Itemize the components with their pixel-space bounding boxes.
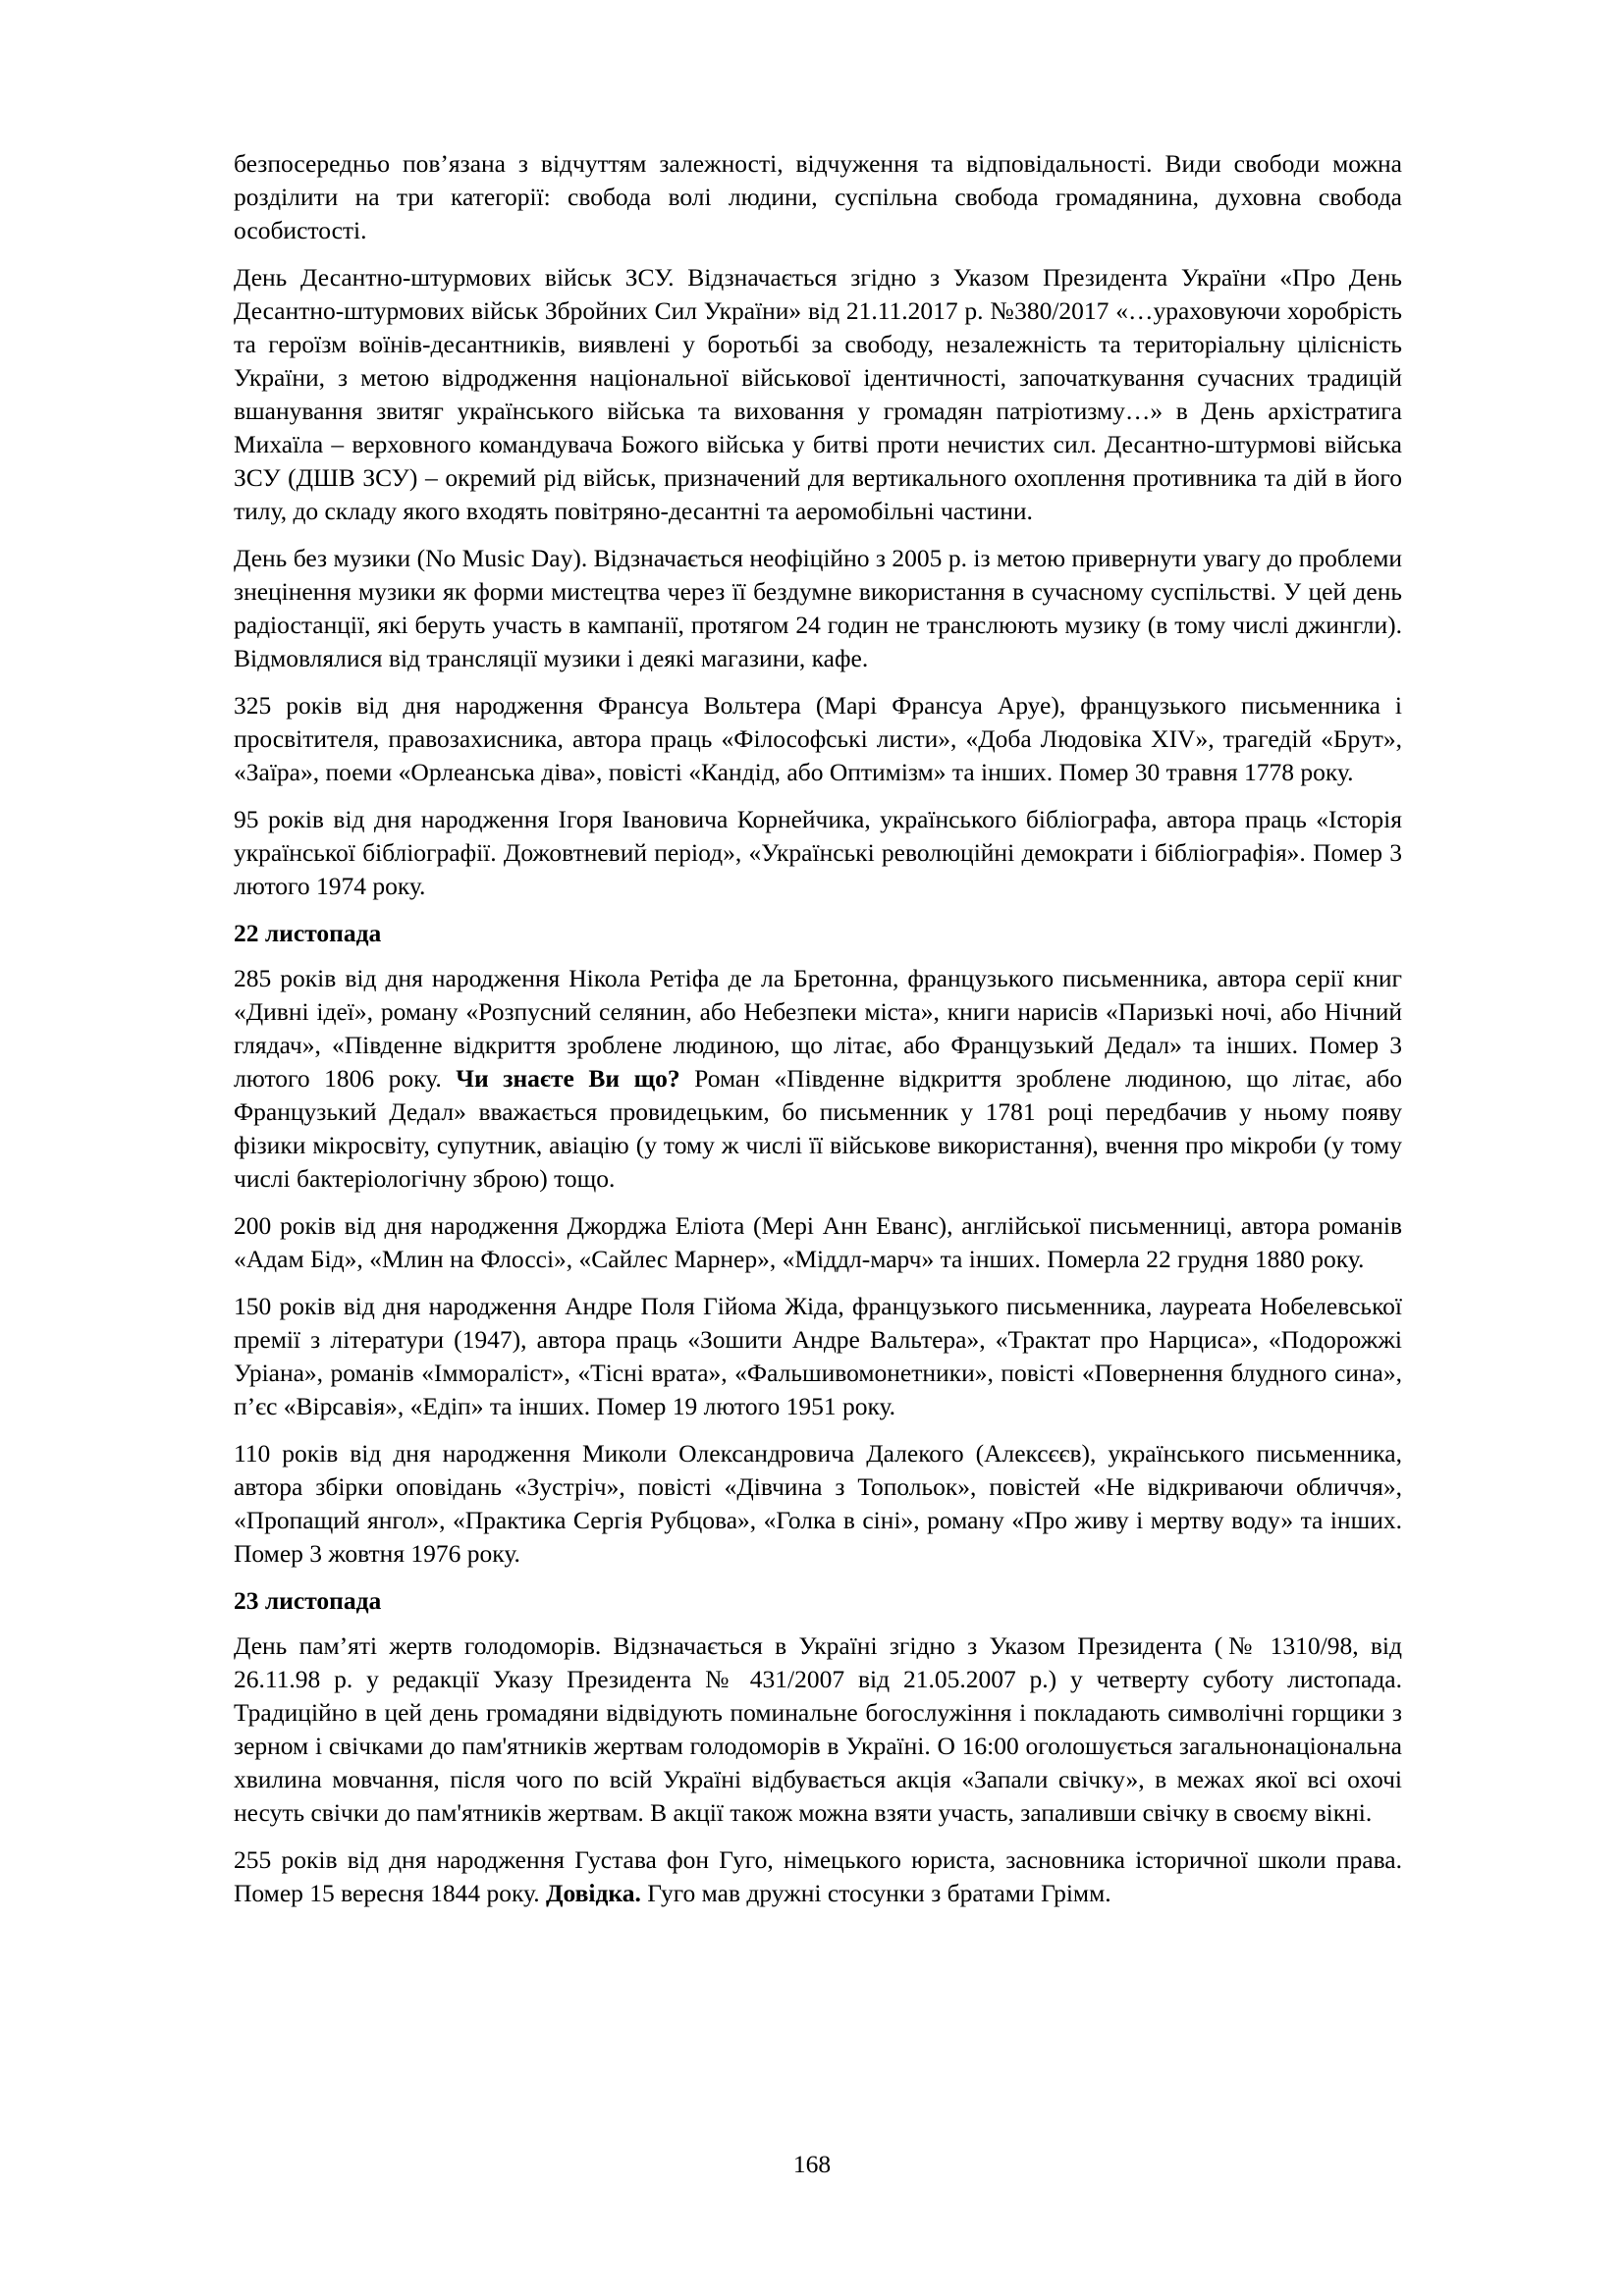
hugo-text-after: Гуго мав дружні стосунки з братами Грімм. [640,1879,1111,1907]
date-heading-23: 23 листопада [234,1586,382,1615]
did-you-know-label: Чи знаєте Ви що? [456,1064,680,1093]
paragraph-air-assault-day: День Десантно-штурмових військ ЗСУ. Відзначається згідно з Указом Президента України «Про День Десантно-штурмових військ Збройних Сил України» від 21.11.2017 р. №380/2017 «…ураховуючи хоробрість та героїзм воїнів-десантників, виявлені у боротьбі за свободу, незалежність та територіальну цілісність України, з метою відродження національної військової ідентичності, започаткування сучасних традицій вшанування звитяг українського війська та виховання у громадян патріотизму…» в День архістратига Михаїла – верховного командувача Божого війська у битві проти нечистих сил. Десантно-штурмові війська ЗСУ (ДШВ ЗСУ) – окремий рід військ, призначений для вертикального охоплення противника та дій в його тилу, до складу якого входять повітряно-десантні та аеромобільні частини. [234,263,1402,525]
hugo-text: 255 років від дня народження Густава фон Гуго, німецького юриста, засновника історичної школи права. Помер 15 вересня 1844 року. [234,1845,1402,1907]
page-content [234,147,1402,1924]
paragraph-freedom-continuation: безпосередньо пов’язана з відчуттям залежності, відчуження та відповідальності. Види свободи можна розділити на три категорії: свобода волі людини, суспільна свобода громадянина, духовна свобода особистості. [234,149,1402,244]
retif-text: 285 років від дня народження Нікола Ретіфа де ла Бретонна, французького письменника, автора серії книг «Дивні ідеї», роману «Розпусний селянин, або Небезпеки міста», книги нарисів «Паризькі ночі, або Нічний глядач», «Південне відкриття зроблене людиною, що літає, або Французький Дедал» та інших. Помер 3 лютого 1806 року. [234,964,1402,1093]
page-number: 168 [792,2150,832,2178]
paragraph-dalekyi: 110 років від дня народження Миколи Олександровича Далекого (Алексєєв), українського письменника, автора збірки оповідань «Зустріч», повісті «Дівчина з Топольок», повістей «Не відкриваючи обличчя», «Пропащий янгол», «Практика Сергія Рубцова», «Голка в сіні», роману «Про живу і мертву воду» та інших. Помер 3 жовтня 1976 року. [234,1439,1402,1568]
paragraph-no-music-day: День без музики (No Music Day). Відзначається неофіційно з 2005 р. із метою привернути увагу до проблеми знецінення музики як форми мистецтва через її бездумне використання в сучасному суспільстві. У цей день радіостанції, які беруть участь в кампанії, протягом 24 годин не транслюють музику (в тому числі джингли). Відмовлялися від трансляції музики і деякі магазини, кафе. [234,544,1402,672]
paragraph-korneichyk: 95 років від дня народження Ігоря Івановича Корнейчика, українського бібліографа, автора праць «Історія української бібліографії. Дожовтневий період», «Українські революційні демократи і бібліографія». Помер 3 лютого 1974 року. [234,805,1402,900]
retif-text-after: Роман «Південне відкриття зроблене людиною, що літає, або Французький Дедал» вважається провидецьким, бо письменник у 1781 році передбачив у ньому появу фізики мікросвіту, супутник, авіацію (у тому ж числі її військове використання), вчення про мікроби (у тому числі бактеріологічну зброю) тощо. [234,1064,1402,1193]
reference-label: Довідка. [545,1879,641,1907]
paragraph-hugo [234,1843,1402,1910]
paragraph-holodomor-day: День пам’яті жертв голодоморів. Відзначається в Україні згідно з Указом Президента (№ 1310/98, від 26.11.98 р. у редакції Указу Президента № 431/2007 від 21.05.2007 р.) у четверту суботу листопада. Традиційно в цей день громадяни відвідують поминальне богослужіння і покладають символічні горщики з зерном і свічками до пам'ятників жертвам голодоморів в Україні. О 16:00 оголошується загальнонаціональна хвилина мовчання, після чого по всій Україні відбувається акція «Запали свічку», в межах якої всі охочі несуть свічки до пам'ятників жертвам. В акції також можна взяти участь, запаливши свічку в своєму вікні. [234,1631,1402,1827]
paragraph-eliot: 200 років від дня народження Джорджа Еліота (Мері Анн Еванс), англійської письменниці, автора романів «Адам Бід», «Млин на Флоссі», «Сайлес Марнер», «Міддл-марч» та інших. Померла 22 грудня 1880 року. [234,1211,1402,1273]
paragraph-gide: 150 років від дня народження Андре Поля Гійома Жіда, французького письменника, лауреата Нобелевської премії з літератури (1947), автора праць «Зошити Андре Вальтера», «Трактат про Нарциса», «Подорожжі Уріана», романів «Імморaліст», «Тісні врата», «Фальшивомонетники», повісті «Повернення блудного сина», п’єс «Вірсавія», «Едіп» та інших. Помер 19 лютого 1951 року. [234,1292,1402,1420]
date-heading-22: 22 листопада [234,919,382,947]
paragraph-retif [234,962,1402,1196]
paragraph-voltaire: 325 років від дня народження Франсуа Вольтера (Марі Франсуа Аруе), французького письменника і просвітителя, правозахисника, автора праць «Філософські листи», «Доба Людовіка XIV», трагедій «Брут», «Заїра», поеми «Орлеанська діва», повісті «Кандід, або Оптимізм» та інших. Помер 30 травня 1778 року. [234,691,1402,786]
